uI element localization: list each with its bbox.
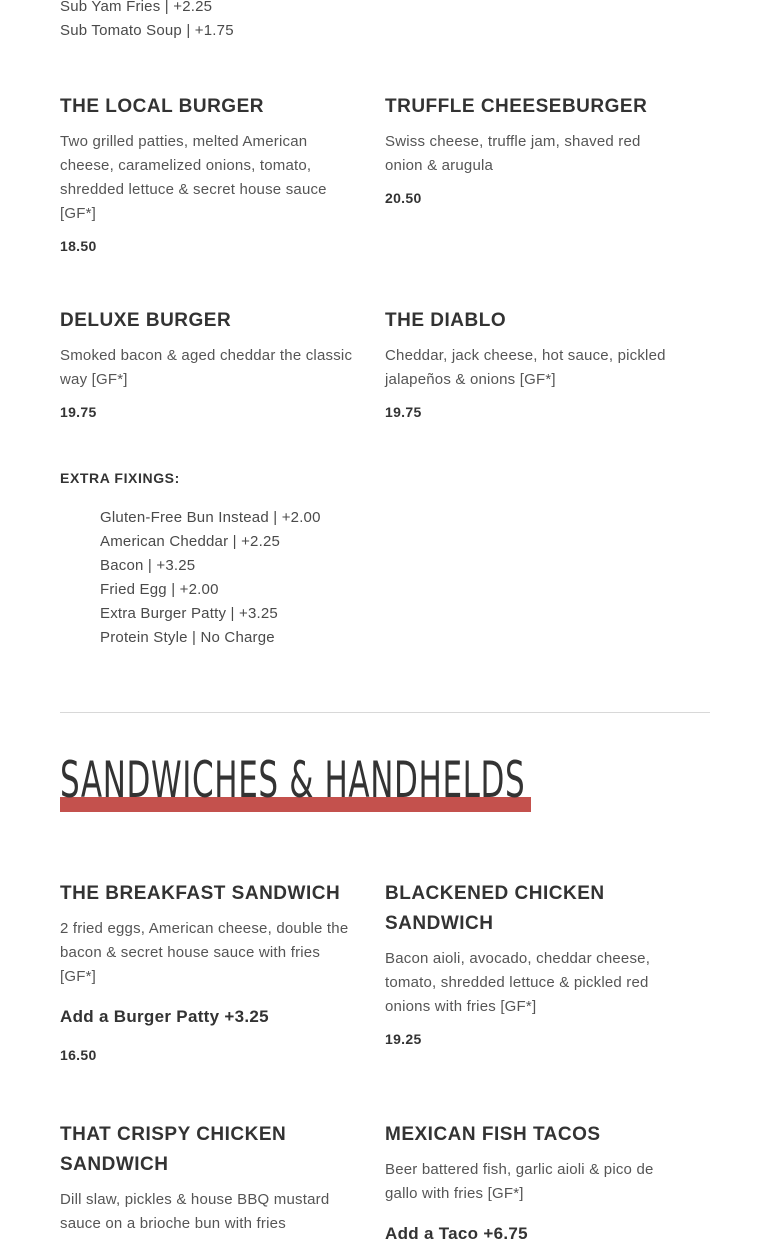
menu-item-description: Cheddar, jack cheese, hot sauce, pickled jalapeños & onions [GF*]: [385, 347, 666, 388]
section-divider: [60, 712, 710, 713]
menu-item-truffle-cheeseburger: [385, 92, 680, 206]
menu-item-price: 19.75: [385, 404, 422, 420]
menu-item-addon: Add a Taco +6.75: [385, 1224, 528, 1243]
menu-item-description: Two grilled patties, melted American cheese, caramelized onions, tomato, shredded lettuce & secret house sauce [GF*]: [60, 133, 327, 222]
menu-item-title: THE DIABLO: [385, 310, 507, 331]
menu-item-blackened-chicken-sandwich: [385, 879, 680, 1047]
menu-item-title: BLACKENED CHICKEN SANDWICH: [385, 883, 605, 934]
menu-item-price: 19.75: [60, 404, 97, 420]
menu-item-title: TRUFFLE CHEESEBURGER: [385, 96, 648, 117]
menu-item-crispy-chicken-sandwich: [60, 1120, 355, 1236]
menu-item-title: THE BREAKFAST SANDWICH: [60, 883, 341, 904]
section-title: SANDWICHES & HANDHELDS: [60, 751, 526, 809]
menu-item-description: Dill slaw, pickles & house BBQ mustard sauce on a brioche bun with fries: [60, 1191, 330, 1232]
extra-fixings-heading: EXTRA FIXINGS:: [60, 470, 180, 486]
menu-item-addon: Add a Burger Patty +3.25: [60, 1007, 269, 1026]
menu-item-price: 16.50: [60, 1047, 97, 1063]
menu-item-breakfast-sandwich: [60, 879, 355, 1063]
section-header: [60, 750, 770, 810]
menu-item-description: Smoked bacon & aged cheddar the classic way [GF*]: [60, 347, 353, 388]
menu-item-price: 18.50: [60, 238, 97, 254]
menu-item-description: Bacon aioli, avocado, cheddar cheese, tomato, shredded lettuce & pickled red onions with fries [GF*]: [385, 950, 651, 1015]
menu-item-mexican-fish-tacos: [385, 1120, 680, 1244]
side-option: Sub Yam Fries | +2.25: [60, 0, 213, 15]
menu-item-title: THAT CRISPY CHICKEN SANDWICH: [60, 1124, 287, 1175]
menu-item-description: Swiss cheese, truffle jam, shaved red onion & arugula: [385, 133, 641, 174]
menu-item-title: DELUXE BURGER: [60, 310, 232, 331]
menu-item-description: Beer battered fish, garlic aioli & pico de gallo with fries [GF*]: [385, 1161, 654, 1202]
extra-fixing-item: Protein Style | No Charge: [100, 629, 275, 646]
extra-fixing-item: Bacon | +3.25: [100, 557, 196, 574]
menu-item-deluxe-burger: [60, 306, 355, 420]
menu-item-description: 2 fried eggs, American cheese, double the bacon & secret house sauce with fries [GF*]: [60, 920, 349, 985]
menu-item-title: MEXICAN FISH TACOS: [385, 1124, 601, 1145]
extra-fixing-item: Extra Burger Patty | +3.25: [100, 605, 278, 622]
extra-fixing-item: American Cheddar | +2.25: [100, 533, 281, 550]
extra-fixings-list: [100, 506, 321, 650]
menu-item-the-diablo: [385, 306, 680, 420]
side-options-list: [60, 0, 234, 43]
side-option: Sub Tomato Soup | +1.75: [60, 22, 234, 39]
menu-item-title: THE LOCAL BURGER: [60, 96, 264, 117]
menu-item-price: 19.25: [385, 1031, 422, 1047]
extra-fixing-item: Gluten-Free Bun Instead | +2.00: [100, 509, 321, 526]
menu-item-price: 20.50: [385, 190, 422, 206]
menu-item-local-burger: [60, 92, 355, 254]
extra-fixing-item: Fried Egg | +2.00: [100, 581, 219, 598]
